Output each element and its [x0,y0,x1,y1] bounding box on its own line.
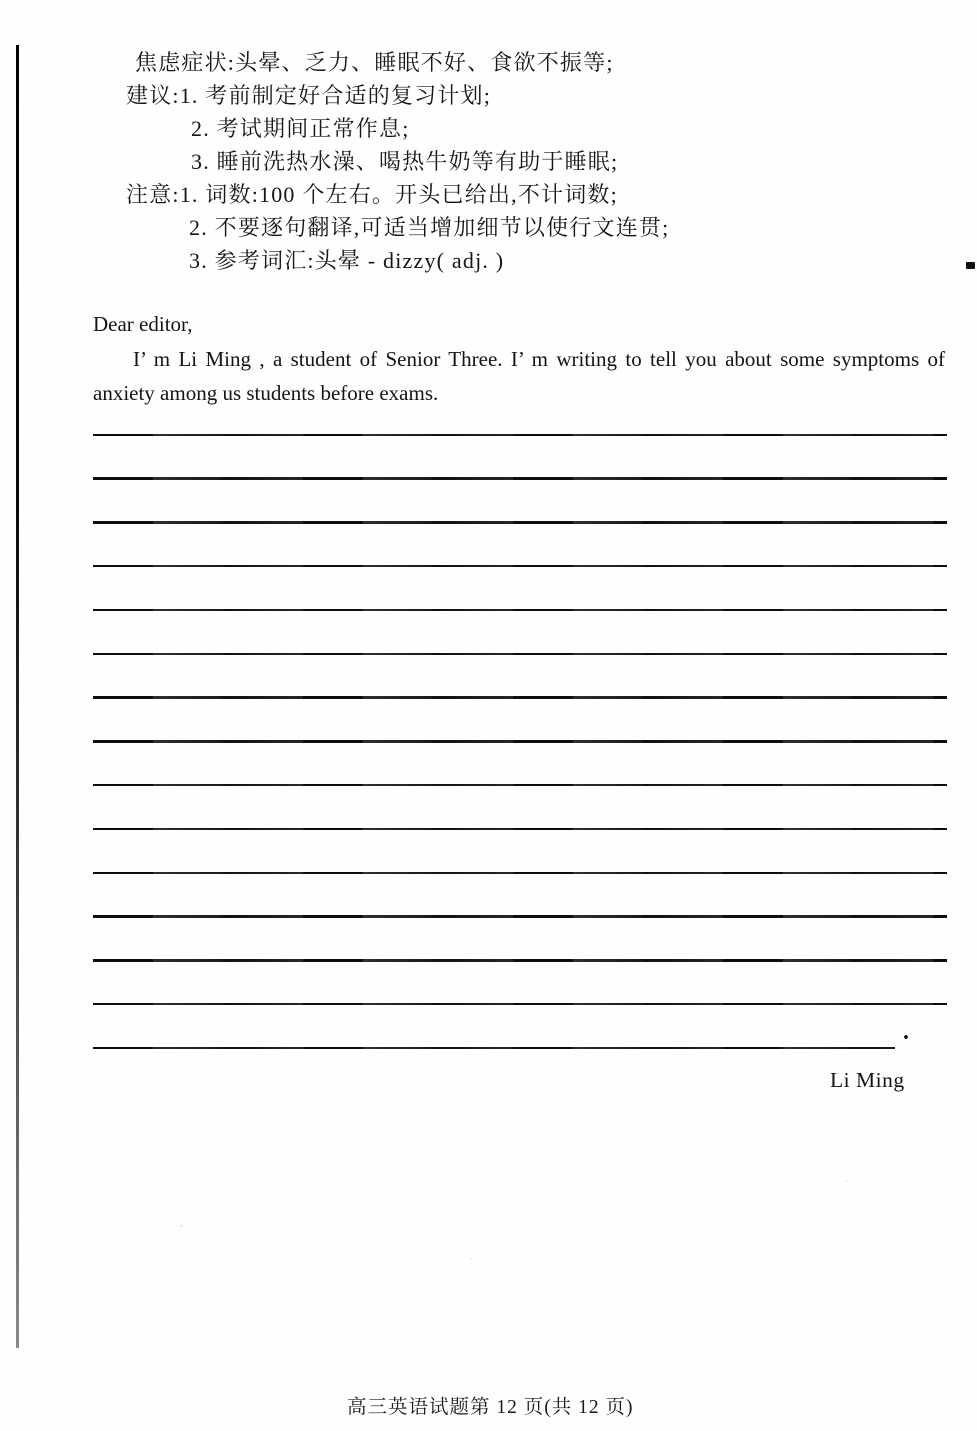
letter-salutation: Dear editor, [93,312,193,336]
instruction-suggestion-2: 2. 考试期间正常作息; [191,116,410,141]
answer-line [93,915,947,918]
final-period: . [903,1019,909,1045]
letter-signature: Li Ming [830,1068,905,1092]
answer-line [93,959,947,962]
answer-line [93,565,947,568]
answer-line [93,434,947,437]
answer-line [93,1003,947,1006]
answer-line [93,740,947,743]
answer-line [93,609,947,612]
scan-noise-speck [845,1180,847,1182]
letter-body-line-2: anxiety among us students before exams. [93,381,439,405]
answer-line [93,1047,895,1050]
scan-noise-speck [180,1225,183,1227]
instruction-note-1: 注意:1. 词数:100 个左右。开头已给出,不计词数; [126,182,618,207]
letter-body-line-1: I’ m Li Ming , a student of Senior Three. I’ m writing to tell you about some symptoms of [133,347,945,371]
answer-line [93,828,947,831]
scan-noise-speck [470,1258,472,1260]
instruction-symptoms: 焦虑症状:头晕、乏力、睡眠不好、食欲不振等; [135,50,614,75]
answer-line [93,784,947,787]
answer-line [93,521,947,524]
instruction-suggestion-1: 建议:1. 考前制定好合适的复习计划; [126,83,492,108]
answer-line [93,653,947,656]
answer-line [93,872,947,875]
answer-line [93,477,947,480]
instruction-note-3: 3. 参考词汇:头晕 - dizzy( adj. ) [189,248,505,273]
scan-artifact [966,262,975,269]
answer-line [93,696,947,699]
instruction-suggestion-3: 3. 睡前洗热水澡、喝热牛奶等有助于睡眠; [191,149,619,174]
page-footer: 高三英语试题第 12 页(共 12 页) [347,1397,634,1418]
page-binding-line [16,45,19,1348]
instruction-note-2: 2. 不要逐句翻译,可适当增加细节以使行文连贯; [189,215,670,240]
